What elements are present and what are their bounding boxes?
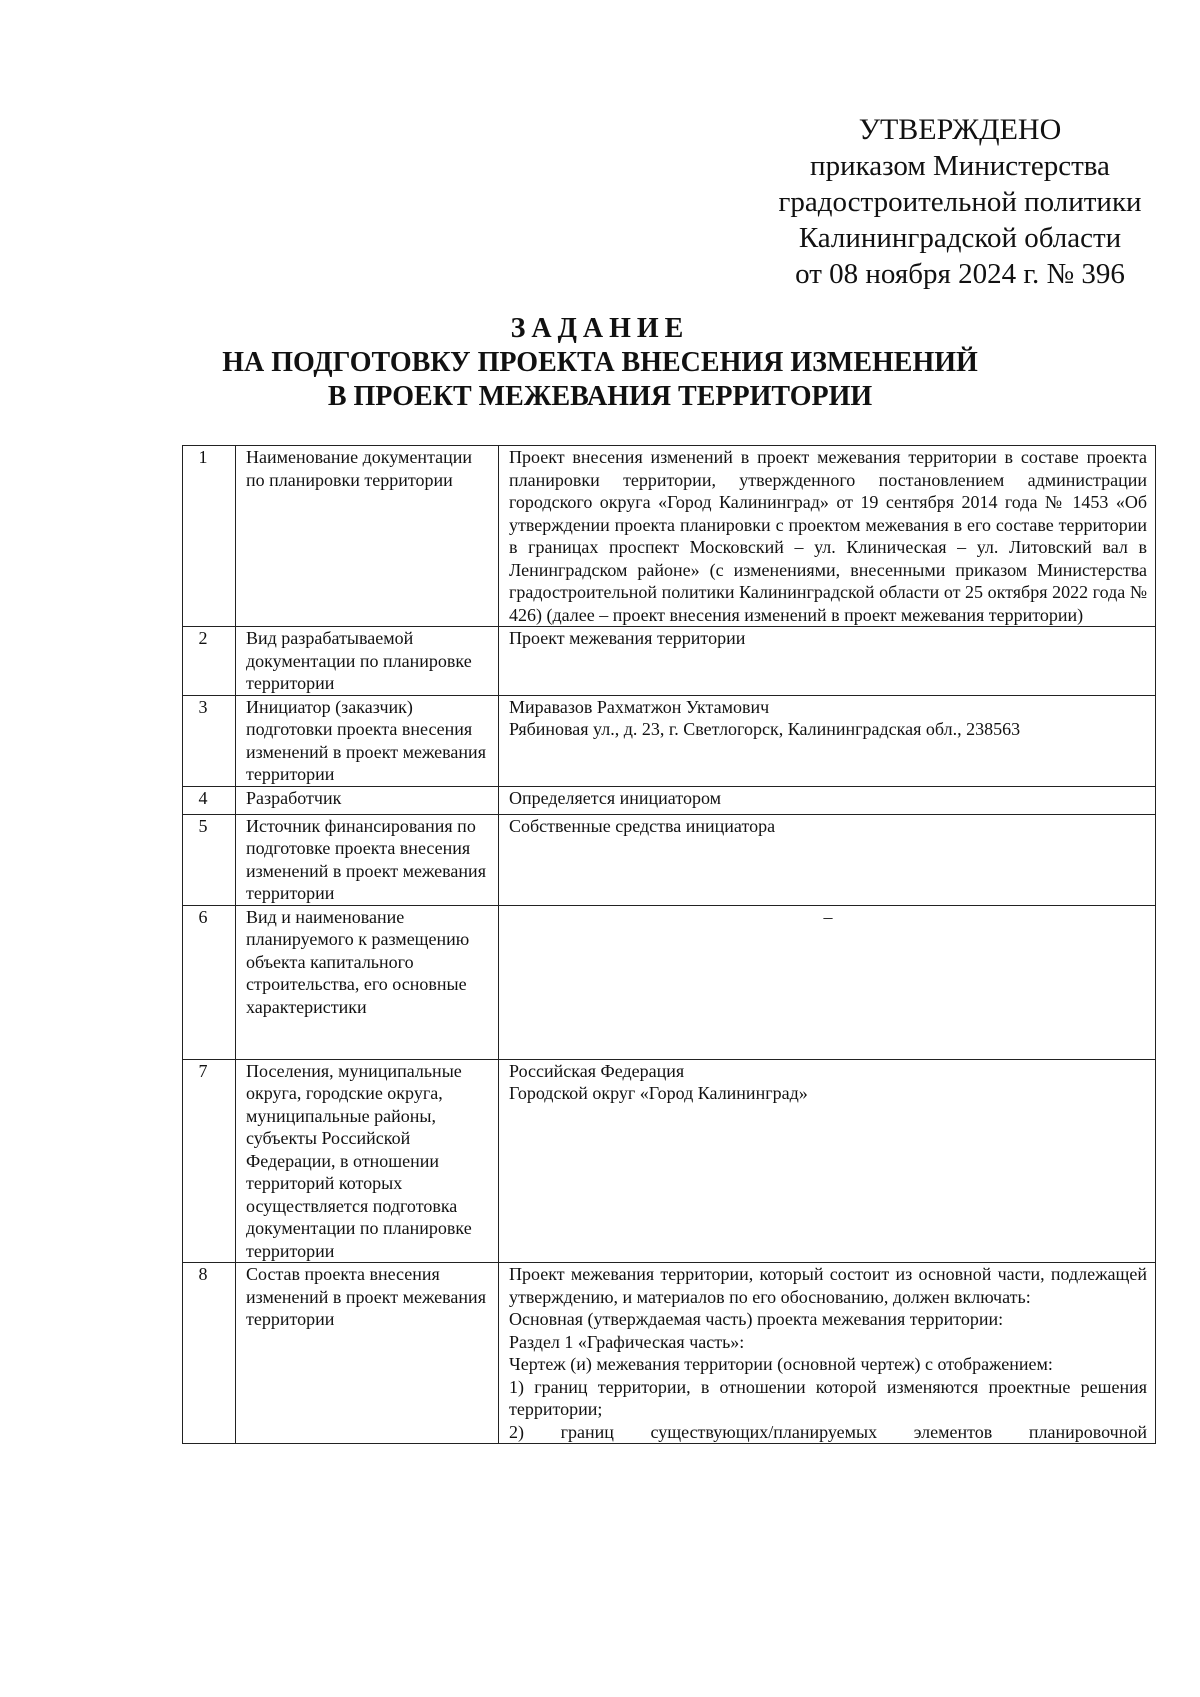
composition-item-2: 2) границ существующих/планируемых элементов планировочной bbox=[509, 1421, 1147, 1442]
row-number: 7 bbox=[183, 1059, 236, 1263]
table-row bbox=[183, 695, 1156, 786]
composition-section-1: Раздел 1 «Графическая часть»: bbox=[509, 1331, 745, 1352]
row-number: 1 bbox=[183, 446, 236, 627]
task-table bbox=[182, 445, 1156, 1444]
row-number: 8 bbox=[183, 1263, 236, 1444]
row-name: Наименование документации по планировки территории bbox=[236, 446, 499, 627]
document-subtitle-2: В ПРОЕКТ МЕЖЕВАНИЯ ТЕРРИТОРИИ bbox=[327, 381, 873, 412]
composition-item-1: 1) границ территории, в отношении которой изменяются проектные решения территории; bbox=[509, 1376, 1147, 1419]
initiator-name: Миравазов Рахматжон Уктамович bbox=[509, 696, 770, 717]
row-value bbox=[499, 1263, 1156, 1444]
document-heading bbox=[170, 312, 1030, 414]
territory-country: Российская Федерация bbox=[509, 1060, 685, 1081]
table-row bbox=[183, 627, 1156, 696]
composition-intro: Проект межевания территории, который состоит из основной части, подлежащей утверждению, и материалов по его обоснованию, должен включать: bbox=[509, 1264, 1147, 1307]
table-row bbox=[183, 905, 1156, 1059]
row-number: 5 bbox=[183, 814, 236, 905]
row-name: Инициатор (заказчик) подготовки проекта внесения изменений в проект межевания территории bbox=[236, 695, 499, 786]
document-subtitle-1: НА ПОДГОТОВКУ ПРОЕКТА ВНЕСЕНИЯ ИЗМЕНЕНИЙ bbox=[222, 347, 978, 378]
approval-title: УТВЕРЖДЕНО bbox=[858, 113, 1062, 146]
composition-drawing: Чертеж (и) межевания территории (основной чертеж) с отображением: bbox=[509, 1354, 1053, 1374]
row-value bbox=[499, 1059, 1156, 1263]
row-number: 2 bbox=[183, 627, 236, 696]
approval-line-2: градостроительной политики bbox=[778, 186, 1142, 218]
row-name: Вид разрабатываемой документации по планировке территории bbox=[236, 627, 499, 696]
row-value: Собственные средства инициатора bbox=[499, 814, 1156, 905]
document-title: ЗАДАНИЕ bbox=[510, 313, 690, 344]
approval-line-1: приказом Министерства bbox=[810, 150, 1110, 182]
row-number: 4 bbox=[183, 786, 236, 814]
row-name: Состав проекта внесения изменений в проект межевания территории bbox=[236, 1263, 499, 1444]
territory-city: Городской округ «Город Калининград» bbox=[509, 1083, 808, 1103]
row-value: Проект внесения изменений в проект межевания территории в составе проекта планировки территории, утвержденного постановлением администрации городского округа «Город Калининград» от 19 сентября 2014 года № 1453 «Об утверждении проекта планировки с проектом межевания в его составе территории в границах проспект Московский – ул. Клиническая – ул. Литовский вал в Ленинградском районе» (с изменениями, внесенными приказом Министерства градостроительной политики Калининградской области от 25 октября 2022 года № 426) (далее – проект внесения изменений в проект межевания территории) bbox=[499, 446, 1156, 627]
row-value: Определяется инициатором bbox=[499, 786, 1156, 814]
row-name: Источник финансирования по подготовке проекта внесения изменений в проект межевания территории bbox=[236, 814, 499, 905]
row-value: – bbox=[499, 905, 1156, 1059]
row-name: Вид и наименование планируемого к размещению объекта капитального строительства, его основные характеристики bbox=[236, 905, 499, 1059]
approval-line-3: Калининградской области bbox=[798, 222, 1122, 254]
row-number: 3 bbox=[183, 695, 236, 786]
row-value: Проект межевания территории bbox=[499, 627, 1156, 696]
table-row bbox=[183, 814, 1156, 905]
row-name: Поселения, муниципальные округа, городские округа, муниципальные районы, субъекты Российской Федерации, в отношении территорий которых осуществляется подготовка документации по планировке территории bbox=[236, 1059, 499, 1263]
initiator-address: Рябиновая ул., д. 23, г. Светлогорск, Калининградская обл., 238563 bbox=[509, 719, 1021, 739]
row-number: 6 bbox=[183, 905, 236, 1059]
row-value bbox=[499, 695, 1156, 786]
table-row bbox=[183, 1059, 1156, 1263]
composition-main-part: Основная (утверждаемая часть) проекта межевания территории: bbox=[509, 1309, 1004, 1329]
table-row bbox=[183, 1263, 1156, 1444]
approval-line-4: от 08 ноября 2024 г. № 396 bbox=[795, 258, 1125, 290]
row-name: Разработчик bbox=[236, 786, 499, 814]
approval-block bbox=[760, 112, 1160, 292]
table-row bbox=[183, 446, 1156, 627]
table-row bbox=[183, 786, 1156, 814]
